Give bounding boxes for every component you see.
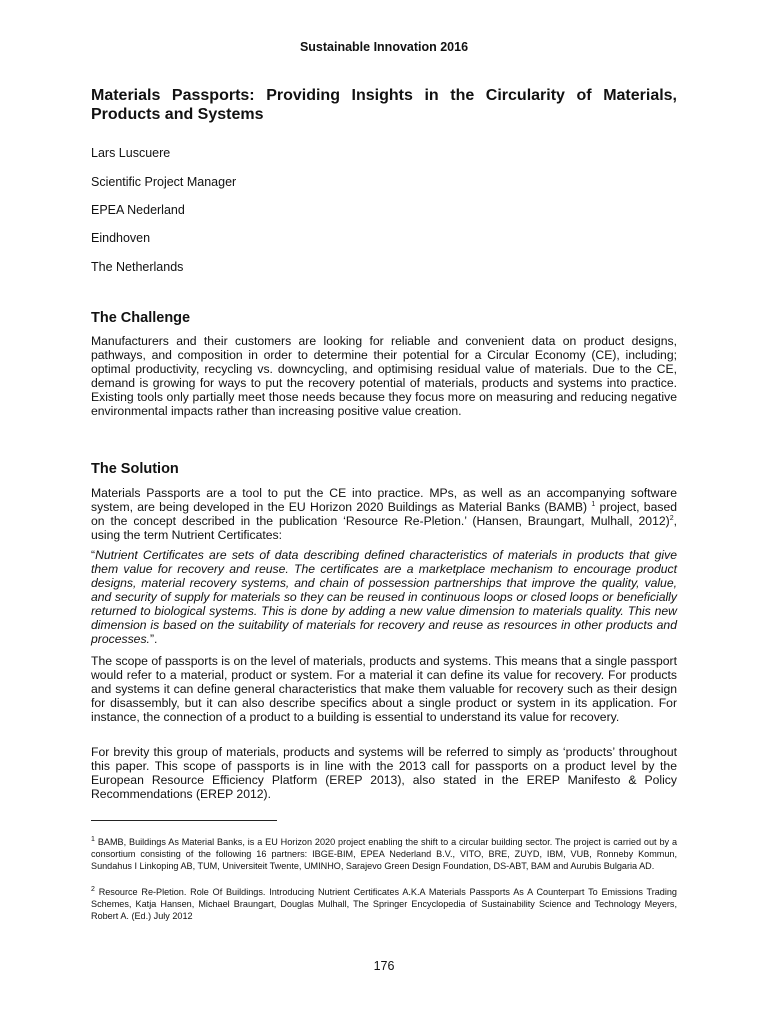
quote-text: Nutrient Certificates are sets of data describing defined characteristics of materials in products that give them value for recovery and reuse. The certificates are a marketplace mechanism to encourage product designs, material recovery systems, and chain of possession partnerships that improve the quality, value, and security of supply for materials so they can be reused in continuous loops or closed loops or beneficially returned to biological systems. This is done by adding a new value dimension to materials quality. This new dimension is based on the suitability of materials for recovery and reuse as resources in other products and processes.	[91, 548, 677, 646]
solution-paragraph-1	[91, 486, 677, 542]
page-number: 176	[373, 959, 395, 973]
section-heading-challenge: The Challenge	[91, 310, 191, 326]
author-position: Scientific Project Manager	[91, 175, 237, 189]
footnote-2-mark: 2	[91, 885, 95, 893]
nutrient-certificates-quote	[91, 548, 677, 646]
author-name: Lars Luscuere	[91, 146, 171, 160]
footnote-ref-1: 1	[591, 500, 596, 508]
solution-paragraph-3: For brevity this group of materials, products and systems will be referred to simply as ‘products’ throughout this paper. This scope of passports is in line with the 2013 call for passports on a product level by the European Resource Efficiency Platform (EREP 2013), also stated in the EREP Manifesto & Policy Recommendations (EREP 2012).	[91, 745, 677, 801]
footnote-separator	[91, 820, 277, 821]
footnote-2-text: Resource Re-Pletion. Role Of Buildings. Introducing Nutrient Certificates A.K.A Materials Passports As A Counterpart To Emissions Trading Schemes, Katja Hansen, Michael Braungart, Douglas Mulhall, The Springer Encyclopedia of Sustainability Science and Technology Meyers, Robert A. (Ed.) July 2012	[91, 887, 677, 921]
running-header: Sustainable Innovation 2016	[299, 40, 469, 54]
author-organization: EPEA Nederland	[91, 203, 185, 217]
author-country: The Netherlands	[91, 260, 184, 274]
challenge-paragraph: Manufacturers and their customers are looking for reliable and convenient data on product designs, pathways, and composition in order to determine their potential for a Circular Economy (CE), including; optimal productivity, recycling vs. downcycling, and optimising residual value of materials. Due to the CE, demand is growing for ways to put the recovery potential of materials, products and systems into practice. Existing tools only partially meet those needs because they focus more on measuring and reducing negative environmental impacts rather than increasing positive value creation.	[91, 334, 677, 418]
author-city: Eindhoven	[91, 231, 151, 245]
paper-title: Materials Passports: Providing Insights in the Circularity of Materials, Products and Systems	[91, 87, 677, 123]
solution-p1-text-c: , using the term Nutrient Certificates:	[91, 514, 677, 542]
quote-open-mark: “	[91, 548, 96, 562]
footnote-2	[91, 886, 677, 922]
solution-p1-text-b: project, based on the concept described in the publication ‘Resource Re-Pletion.’ (Hansen, Braungart, Mulhall, 2012)	[91, 500, 678, 528]
footnote-ref-2: 2	[669, 514, 674, 522]
solution-paragraph-2: The scope of passports is on the level of materials, products and systems. This means that a single passport would refer to a material, product or system. For a material it can define its value for recovery. For products and systems it can define general characteristics that make them valuable for recovery such as their design for disassembly, but it can also describe specifics about a single product or system in its application. For instance, the connection of a product to a building is essential to understand its value for recovery.	[91, 654, 677, 724]
section-heading-solution: The Solution	[91, 461, 179, 477]
footnote-1-text: BAMB, Buildings As Material Banks, is a EU Horizon 2020 project enabling the shift to a circular building sector. The project is carried out by a consortium consisting of the following 16 partners: IBGE-BIM, EPEA Nederland B.V., VITO, BRE, ZUYD, IBM, VUB, Ronneby Kommun, Sundahus I Linkoping AB, TUM, Universiteit Twente, UMINHO, Sarajevo Green Design Foundation, DS-ABT, BAM and Aurubis Bulgaria AD.	[91, 837, 677, 871]
footnote-1	[91, 836, 677, 872]
footnote-1-mark: 1	[91, 835, 95, 843]
quote-close-mark: ”.	[149, 632, 158, 646]
solution-p1-text-a: Materials Passports are a tool to put the CE into practice. MPs, as well as an accompanying software system, are being developed in the EU Horizon 2020 Buildings as Material Banks (BAMB)	[91, 486, 677, 514]
